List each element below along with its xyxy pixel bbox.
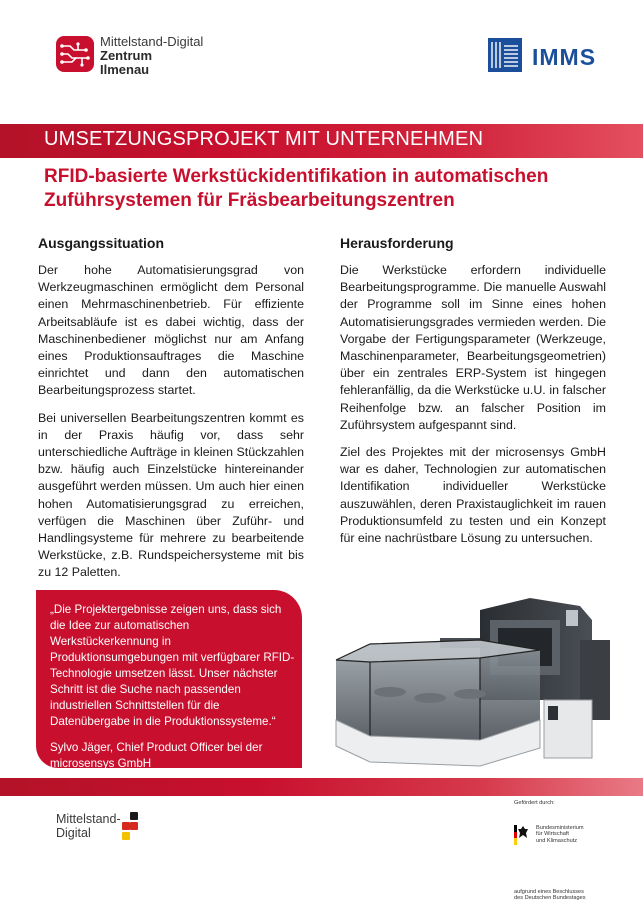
left-paragraph-2: Bei universellen Bearbeitungszentren kommt es in der Praxis häufig vor, dass sehr unterschiedliche Aufträge in kleinen Stückzahlen bzw. häufig auch Einzelstücke hintereinander ausgeführt werden müssen. Um auch hier einen hohen Automatisierungsgrad zu erreichen, verfügen die Maschinen über Zuführ- und Handlingsysteme für mehrere zu bearbeitende Werkstücke, z.B. Rundspeichersysteme mit bis zu 12 Paletten. — [38, 410, 304, 580]
note-line-1: aufgrund eines Beschlusses — [514, 888, 584, 895]
imms-mark-icon — [488, 38, 522, 72]
left-column — [38, 235, 304, 592]
ministry-line-3: und Klimaschutz — [536, 837, 578, 844]
quote-box — [36, 590, 302, 768]
german-flag-bar-icon — [514, 825, 517, 845]
left-body — [38, 262, 304, 582]
category-banner — [0, 124, 643, 158]
mittelstand-digital-zentrum-logo — [56, 36, 226, 76]
bundestag-note — [514, 889, 624, 902]
mdz-line-2: Zentrum — [100, 48, 152, 63]
right-column — [340, 235, 606, 557]
banner-text: UMSETZUNGSPROJEKT MIT UNTERNEHMEN — [44, 128, 484, 150]
ministry-name — [536, 825, 616, 845]
mdz-line-1: Mittelstand-Digital — [100, 34, 204, 49]
heading-herausforderung: Herausforderung — [340, 235, 454, 251]
imms-wordmark: IMMS — [532, 44, 597, 70]
note-line-2: des Deutschen Bundestages — [514, 895, 586, 902]
federal-eagle-icon — [518, 826, 528, 838]
quote-text: „Die Projektergebnisse zeigen uns, dass sich die Idee zur automatischen Werkstückerkennung in Produktionsumgebungen mit verfügbarer RFID-Technologie umsetzen lässt. Unser nächster Schritt ist die Suche nach passenden industriellen Schnittstellen für die Datenübergabe in die Produktionssysteme.“ — [50, 603, 295, 728]
quote-content — [50, 602, 296, 772]
md-line-1: Mittelstand- — [56, 812, 121, 826]
right-paragraph-2: Ziel des Projektes mit der microsensys GmbH war es daher, Technologien zur automatischen Identifikation individueller Werkstücke auszuwählen, deren Praxistauglichkeit im rauen Produktionsumfeld zu testen und ein Konzept für eine nachrüstbare Lösung zu untersuchen. — [340, 445, 606, 546]
german-flag-dots-icon — [120, 812, 142, 840]
machine-photo — [330, 580, 630, 770]
ministry-line-1: Bundesministerium — [536, 824, 584, 831]
title-line-2: Zuführsystemen für Fräsbearbeitungszentren — [44, 190, 455, 211]
right-body — [340, 262, 606, 547]
left-paragraph-1: Der hohe Automatisierungsgrad von Werkzeugmaschinen ermöglicht dem Personal einen Mehrmaschinenbetrieb. Für effiziente Arbeitsabläufe ist es dabei wichtig, dass der Maschinenbediener möglichst nur am Anfang eines Produktionsauftrages die Maschine einrichtet und dann den automatischen Bearbeitungsprozess startet. — [38, 263, 304, 398]
ministry-line-2: für Wirtschaft — [536, 831, 569, 838]
footer-band — [0, 778, 643, 796]
mittelstand-digital-logo — [56, 812, 156, 846]
md-line-2: Digital — [56, 826, 91, 840]
funded-by-label: Gefördert durch: — [514, 800, 555, 806]
funding-notice — [514, 800, 624, 902]
right-paragraph-1: Die Werkstücke erfordern individuelle Bearbeitungsprogramme. Die manuelle Auswahl der Programme soll im Sinne eines hohen Automatisierungsgrades vermieden werden. Die Vorgabe der Fertigungsparameter (Werkzeuge, Maschinenparameter, Bearbeitungsgeometrien) über ein zentrales ERP-System ist hingegen fehleranfällig, da die Werkstücke u.U. in falscher Reihenfolge bzw. an falscher Position im Zuführsystem aufgespannt sind. — [340, 263, 606, 432]
quote-attribution: Sylvo Jäger, Chief Product Officer bei der microsensys GmbH — [50, 741, 263, 770]
mdz-logo-text — [100, 35, 203, 77]
ministry-logo — [514, 813, 624, 855]
heading-ausgangssituation: Ausgangssituation — [38, 235, 165, 251]
title-line-1: RFID-basierte Werkstückidentifikation in automatischen — [44, 166, 549, 187]
imms-logo — [488, 38, 608, 74]
document-title — [44, 165, 604, 213]
mdz-line-3: Ilmenau — [100, 62, 150, 77]
circuit-brain-icon — [56, 36, 94, 72]
